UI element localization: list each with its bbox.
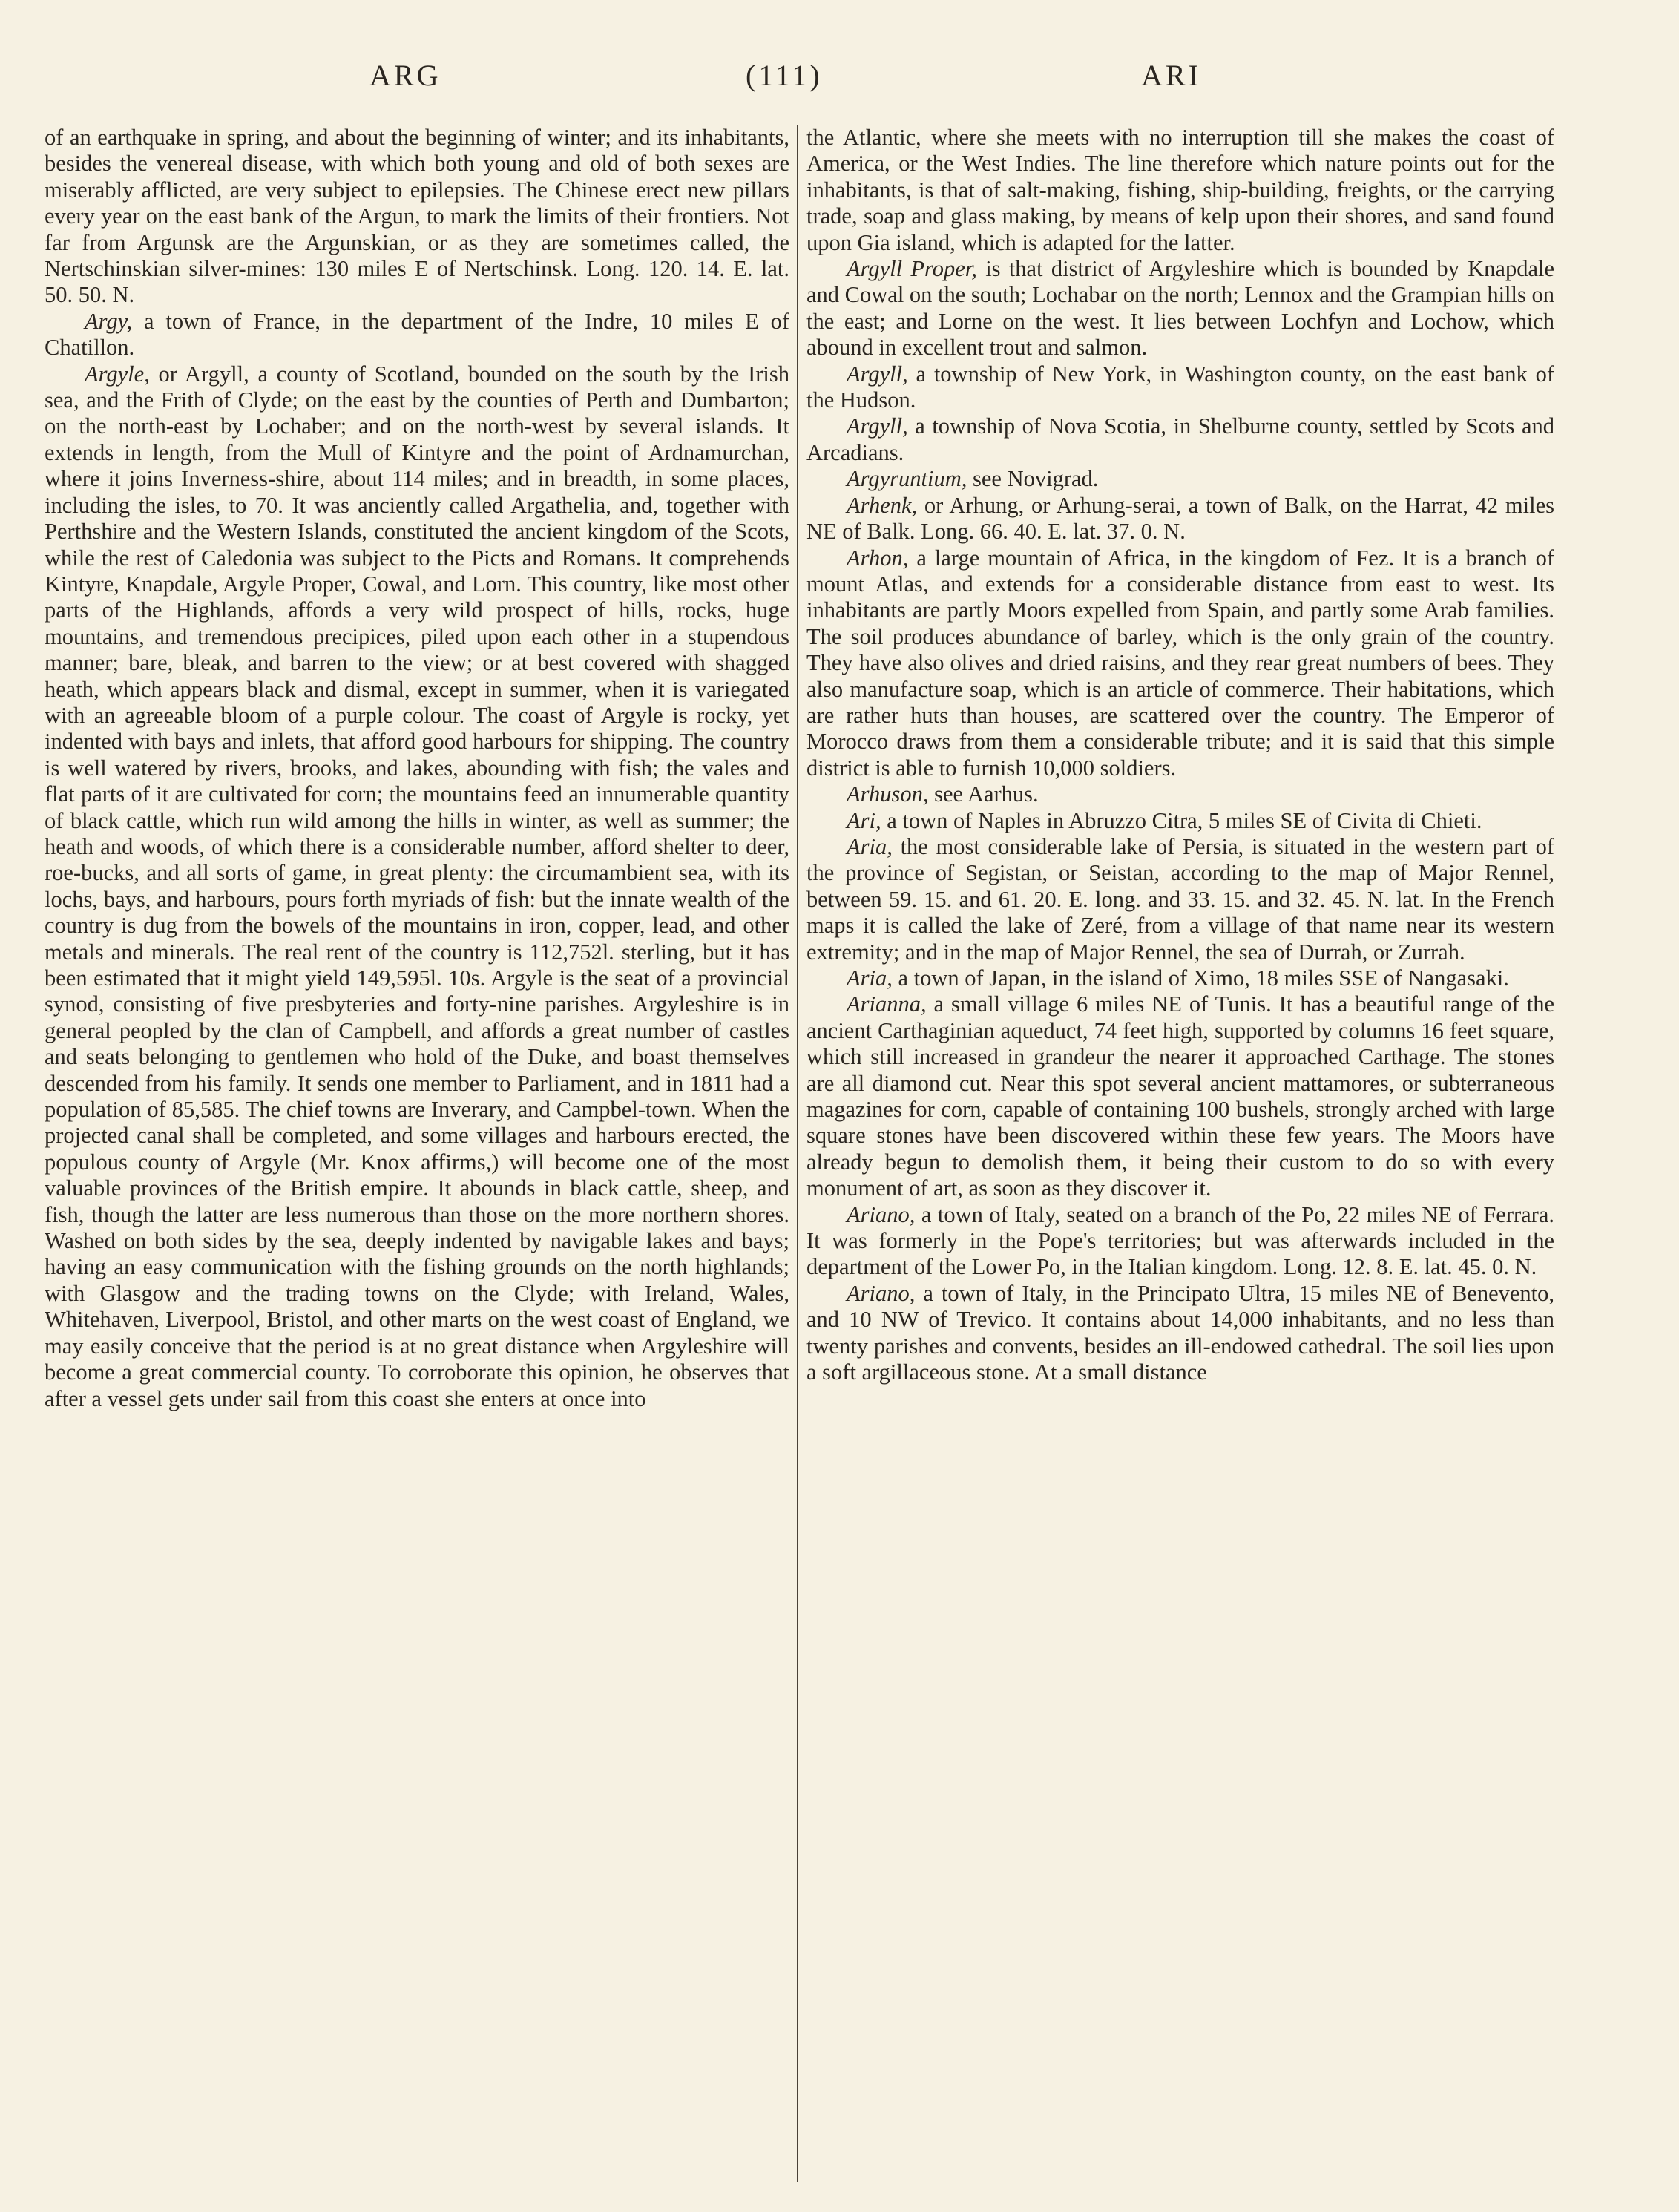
entry-text: a town of Italy, in the Principato Ultra, 15 miles NE of Benevento, and 10 NW of Trevico. It contains about 14,000 inhabitants, and no less than twenty parishes and convents, besides an ill-endowed cathedral. The soil lies upon a soft argillaceous stone. At a small distance [806, 1280, 1554, 1385]
entry-headword: Argyll Proper, [847, 256, 977, 282]
entry-paragraph [806, 545, 1554, 782]
entry-text: is that district of Argyleshire which is bounded by Knapdale and Cowal on the south; Lochabar on the north; Lennox and the Grampian hills on the east; and Lorne on the west. It lies between Lochfyn and Lochow, which abound in excellent trout and salmon. [806, 256, 1554, 361]
entry-paragraph [806, 256, 1554, 361]
entry-text: see Aarhus. [928, 781, 1039, 807]
header-right-guideword: ARI [1141, 59, 1201, 92]
entry-headword: Arhenk, [847, 492, 918, 518]
entry-paragraph [806, 125, 1554, 256]
entry-paragraph [806, 808, 1554, 834]
entry-paragraph [806, 991, 1554, 1201]
entry-paragraph [806, 1202, 1554, 1281]
entry-headword: Arhuson, [847, 781, 929, 807]
entry-paragraph [806, 965, 1554, 991]
entry-headword: Ari, [847, 807, 881, 833]
entry-headword: Aria, [847, 965, 893, 991]
entry-paragraph [806, 361, 1554, 414]
entry-text: the most considerable lake of Persia, is situated in the western part of the province of Segistan, or Seistan, according to the map of Major Rennel, between 59. 15. and 61. 20. E. long. and 33. 15. and 32. 45. N. lat. In the French maps it is called the lake of Zeré, from a village of that name near its western extremity; and in the map of Major Rennel, the sea of Durrah, or Zurrah. [806, 833, 1554, 965]
entry-paragraph [806, 466, 1554, 492]
entry-headword: Argy, [85, 308, 133, 334]
entry-paragraph [45, 125, 789, 309]
entry-headword: Argyll, [847, 413, 908, 439]
entry-headword: Ariano, [847, 1280, 916, 1306]
entry-headword: Argyll, [847, 361, 908, 387]
entry-paragraph [45, 309, 789, 361]
entry-text: a small village 6 miles NE of Tunis. It has a beautiful range of the ancient Carthaginian aqueduct, 74 feet high, supported by columns 16 feet square, which still increased in grandeur the nearer it approached Carthage. The stones are all diamond cut. Near this spot several ancient mattamores, or subterraneous magazines for corn, capable of containing 100 bushels, strongly arched with large square stones have been discovered within these few years. The Moors have already begun to demolish them, it being their custom to do so with every monument of art, as soon as they discover it. [806, 991, 1554, 1201]
entry-text: or Argyll, a county of Scotland, bounded on the south by the Irish sea, and the Frith of Clyde; on the east by the counties of Perth and Dumbarton; on the north-east by Lochaber; and on the north-west by several islands. It extends in length, from the Mull of Kintyre and the point of Ardnamurchan, where it joins Inverness-shire, about 114 miles; and in breadth, in some places, including the isles, to 70. It was anciently called Argathelia, and, together with Perthshire and the Western Islands, constituted the ancient kingdom of the Scots, while the rest of Caledonia was subject to the Picts and Romans. It comprehends Kintyre, Knapdale, Argyle Proper, Cowal, and Lorn. This country, like most other parts of the Highlands, affords a very wild prospect of hills, rocks, huge mountains, and tremendous precipices, piled upon each other in a stupendous manner; bare, bleak, and barren to the view; or at best covered with shagged heath, which appears black and dismal, except in summer, when it is variegated with an agreeable bloom of a purple colour. The coast of Argyle is rocky, yet indented with bays and inlets, that afford good harbours for shipping. The country is well watered by rivers, brooks, and lakes, abounding with fish; the vales and flat parts of it are cultivated for corn; the mountains feed an innumerable quantity of black cattle, which run wild among the hills in winter, as well as summer; the heath and woods, of which there is a considerable number, afford shelter to deer, roe-bucks, and all sorts of game, in great plenty: the circumambient sea, with its lochs, bays, and harbours, pours forth myriads of fish: but the innate wealth of the country is dug from the bowels of the mountains in iron, copper, lead, and other metals and minerals. The real rent of the country is 112,752l. sterling, but it has been estimated that it might yield 149,595l. 10s. Argyle is the seat of a provincial synod, consisting of five presbyteries and forty-nine parishes. Argyleshire is in general peopled by the clan of Campbell, and affords a great number of castles and seats belonging to gentlemen who hold of the Duke, and boast themselves descended from his family. It sends one member to Parliament, and in 1811 had a population of 85,585. The chief towns are Inverary, and Campbel-town. When the projected canal shall be completed, and some villages and harbours erected, the populous county of Argyle (Mr. Knox affirms,) will become one of the most valuable provinces of the British empire. It abounds in black cattle, sheep, and fish, though the latter are less numerous than those on the more northern shores. Washed on both sides by the sea, deeply indented by navigable lakes and bays; having an easy communication with the fishing grounds on the north highlands; with Glasgow and the trading towns on the Clyde; with Ireland, Wales, Whitehaven, Liverpool, Bristol, and other marts on the west coast of England, we may easily conceive that the period is at no great distance when Argyleshire will become a great commercial county. To corroborate this opinion, he observes that after a vessel gets under sail from this coast she enters at once into [45, 361, 789, 1411]
entry-paragraph [806, 413, 1554, 466]
header-left-guideword: ARG [369, 59, 441, 92]
page-number: (111) [746, 59, 823, 92]
entry-headword: Argyle, [85, 361, 150, 387]
entry-text: a town of Naples in Abruzzo Citra, 5 miles SE of Civita di Chieti. [881, 807, 1482, 833]
entry-text: a large mountain of Africa, in the kingdom of Fez. It is a branch of mount Atlas, and extends for a considerable distance from east to west. Its inhabitants are partly Moors expelled from Spain, and partly some Arab families. The soil produces abundance of barley, which is the only grain of the country. They have also olives and dried raisins, and they rear great numbers of bees. They also manufacture soap, which is an article of commerce. Their habitations, which are rather huts than houses, are scattered over the country. The Emperor of Morocco draws from them a considerable tribute; and it is said that this simple district is able to furnish 10,000 soldiers. [806, 545, 1554, 781]
entry-text: or Arhung, or Arhung-serai, a town of Balk, on the Harrat, 42 miles NE of Balk. Long. 66. 40. E. lat. 37. 0. N. [806, 492, 1554, 545]
entry-headword: Ariano, [847, 1201, 916, 1227]
entry-paragraph [806, 834, 1554, 965]
column-divider [797, 125, 798, 2182]
entry-headword: Arhon, [847, 545, 909, 571]
entry-text: the Atlantic, where she meets with no interruption till she makes the coast of America, or the West Indies. The line therefore which nature points out for the inhabitants, is that of salt-making, fishing, ship-building, freights, or the carrying trade, soap and glass making, by means of kelp upon their shores, and sand found upon Gia island, which is adapted for the latter. [806, 125, 1554, 255]
entry-text: a town of France, in the department of the Indre, 10 miles E of Chatillon. [45, 308, 789, 361]
right-column [806, 125, 1554, 2188]
entry-headword: Argyruntium, [847, 466, 967, 492]
entry-headword: Aria, [847, 833, 893, 859]
entry-headword: Arianna, [847, 991, 927, 1017]
left-column [45, 125, 789, 2188]
entry-text: of an earthquake in spring, and about the beginning of winter; and its inhabitants, besides the venereal disease, with which both young and old of both sexes are miserably afflicted, are very subject to epilepsies. The Chinese erect new pillars every year on the east bank of the Argun, to mark the limits of their frontiers. Not far from Argunsk are the Argunskian, or as they are sometimes called, the Nertschinskian silver-mines: 130 miles E of Nertschinsk. Long. 120. 14. E. lat. 50. 50. N. [45, 125, 789, 308]
entry-paragraph [45, 361, 789, 1412]
entry-paragraph [806, 493, 1554, 545]
entry-text: see Novigrad. [967, 466, 1099, 492]
entry-text: a township of New York, in Washington county, on the east bank of the Hudson. [806, 361, 1554, 413]
entry-text: a township of Nova Scotia, in Shelburne county, settled by Scots and Arcadians. [806, 413, 1554, 465]
entry-text: a town of Italy, seated on a branch of the Po, 22 miles NE of Ferrara. It was formerly in the Pope's territories; but was afterwards included in the department of the Lower Po, in the Italian kingdom. Long. 12. 8. E. lat. 45. 0. N. [806, 1201, 1554, 1280]
entry-paragraph [806, 1281, 1554, 1386]
entry-text: a town of Japan, in the island of Ximo, 18 miles SSE of Nangasaki. [892, 965, 1509, 991]
running-header [0, 58, 1679, 102]
entry-paragraph [806, 781, 1554, 807]
